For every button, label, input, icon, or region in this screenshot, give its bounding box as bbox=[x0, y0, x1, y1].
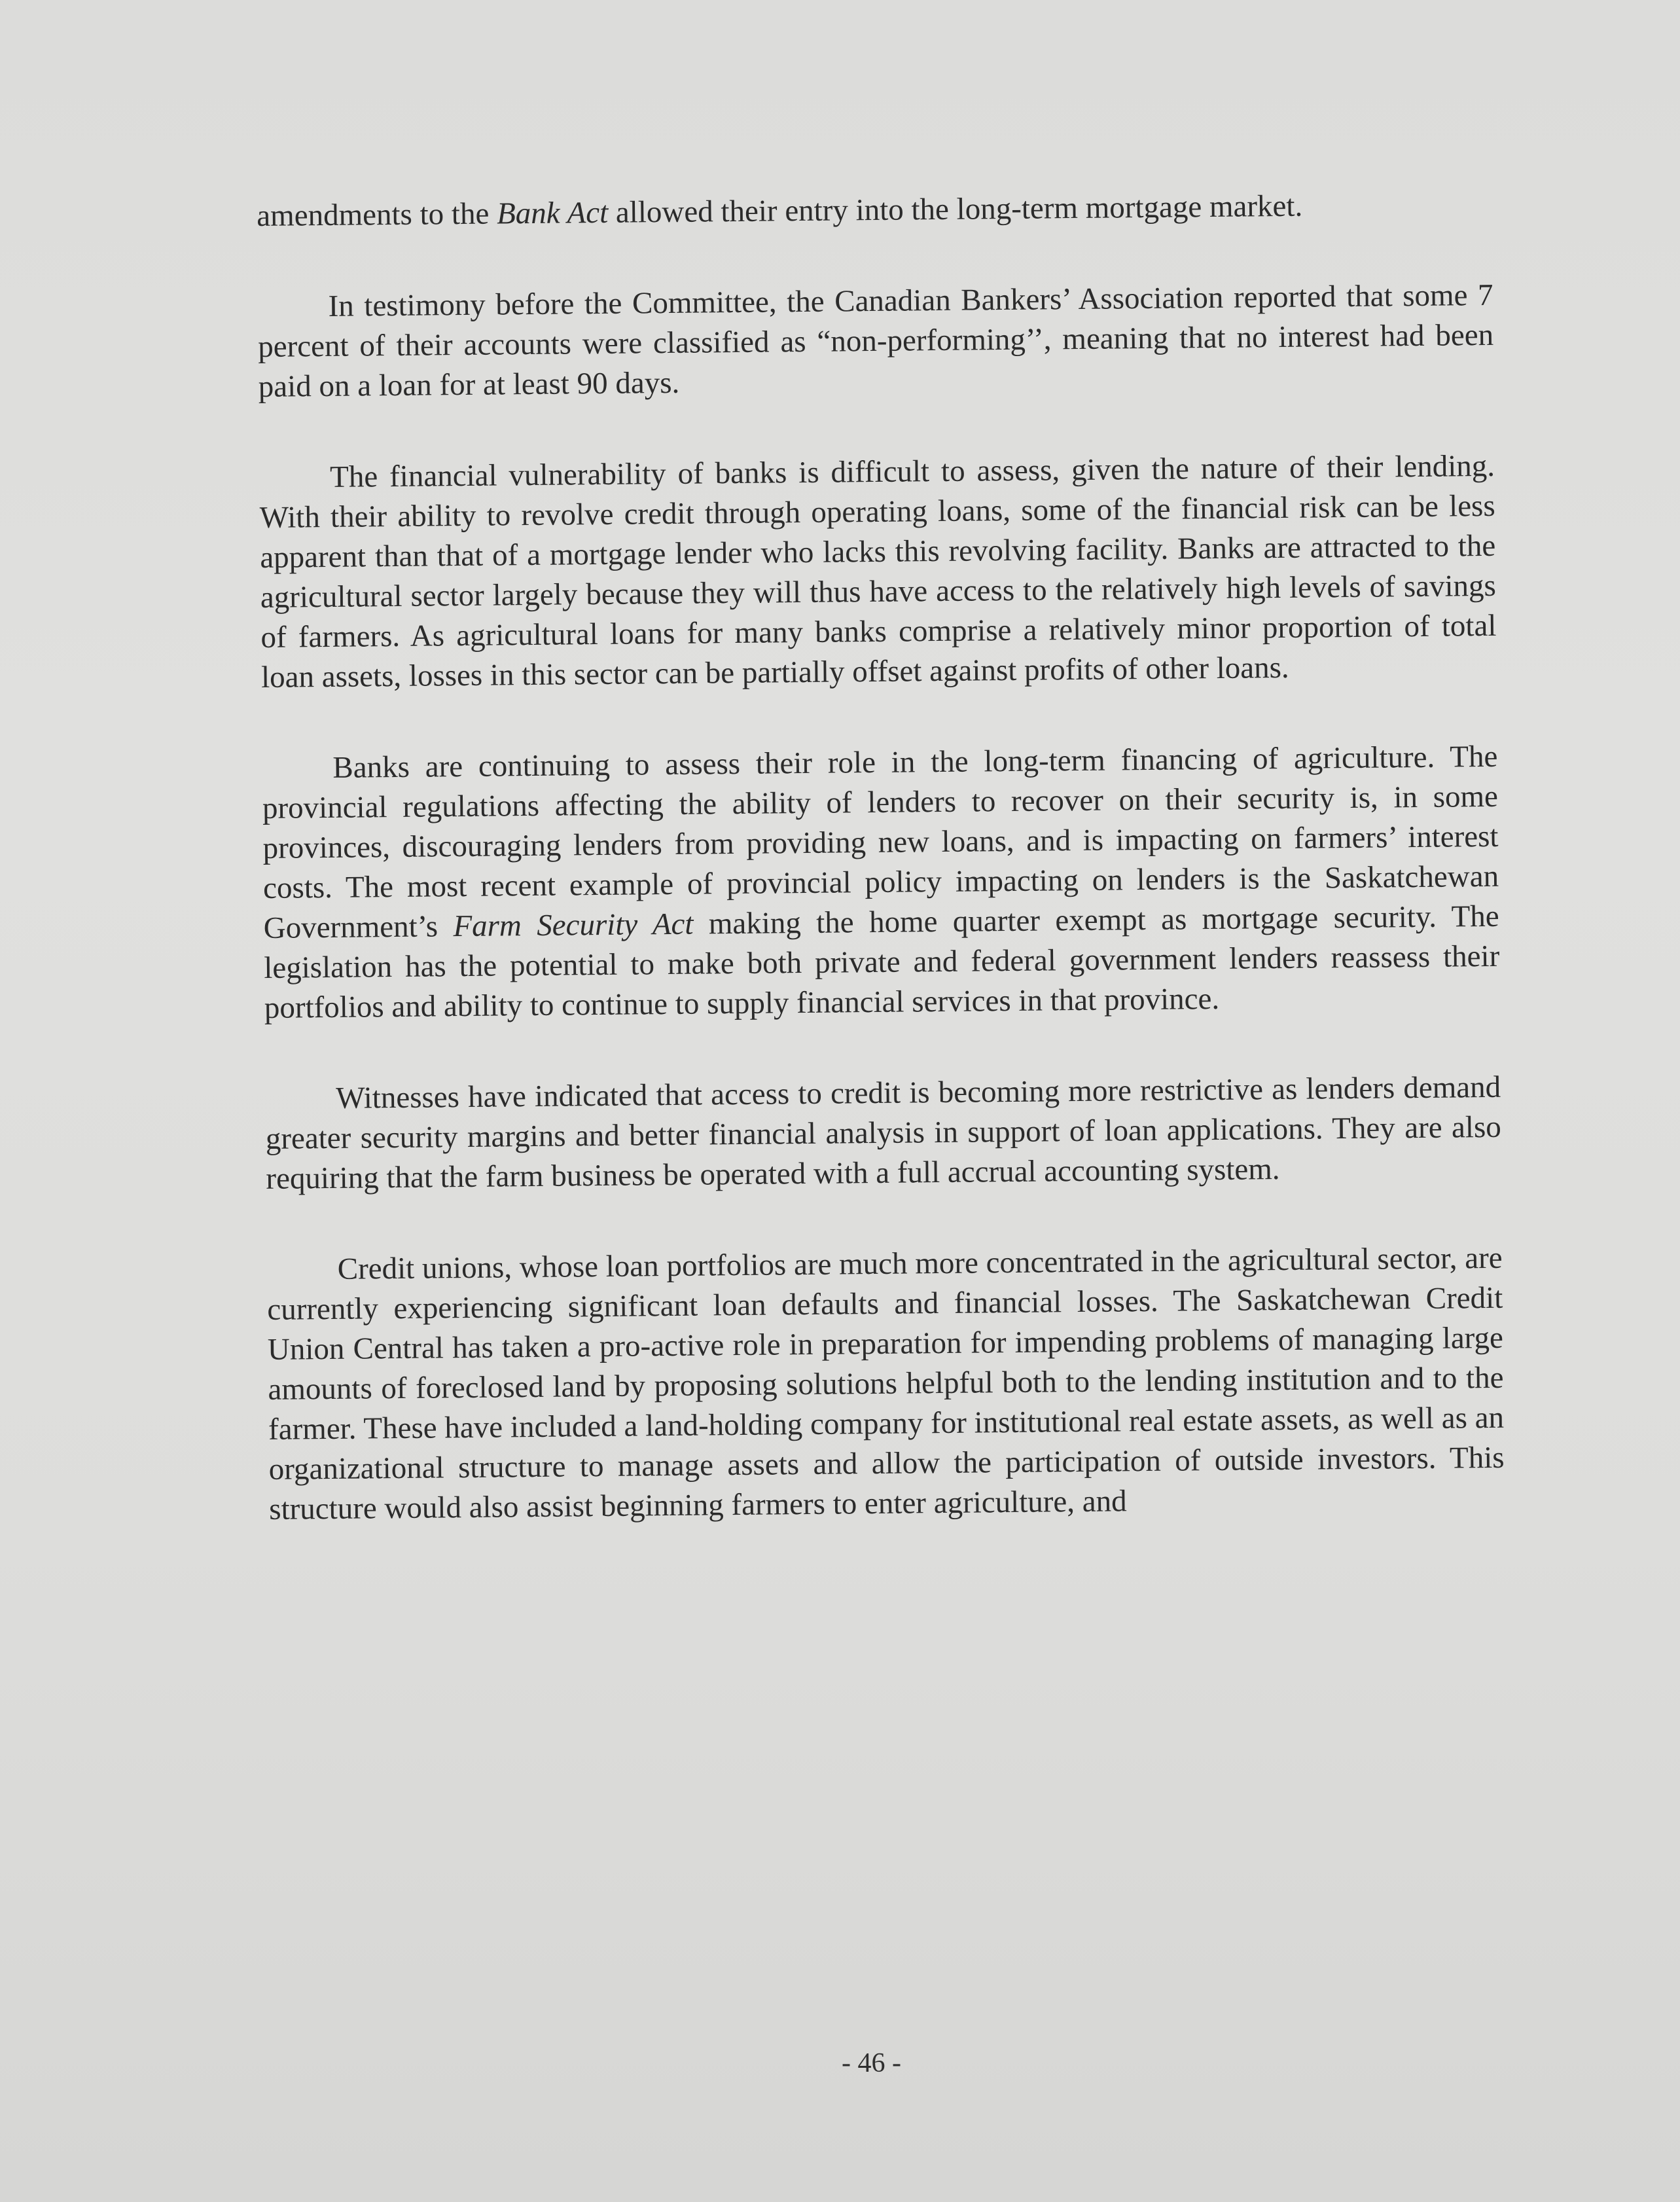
paragraph-1 bbox=[257, 185, 1492, 236]
paragraph-3 bbox=[259, 446, 1497, 698]
paragraph-6 bbox=[266, 1238, 1505, 1530]
page-number: - 46 - bbox=[842, 2048, 901, 2078]
text-run: In testimony before the Committee, the Canadian Bankers’ Association reported that some 7 percent of their accounts were classified as “non-performing’’, meaning that no interest had been paid on a loan for at least 90 days. bbox=[257, 278, 1494, 404]
text-run: Witnesses have indicated that access to credit is becoming more restrictive as lenders demand greater security margins and better financial analysis in support of loan applications. They are also requiring that the farm business be operated with a full accrual accounting system. bbox=[265, 1070, 1501, 1196]
text-run: The financial vulnerability of banks is difficult to assess, given the nature of their lending. With their ability to revolve credit through operating loans, some of the financial risk can be less apparent than that of a mortgage lender who lacks this revolving facility. Banks are attracted to the agricultural sector largely because they will thus have access to the relatively high levels of savings of farmers. As agricultural loans for many banks comprise a relatively minor proportion of total loan assets, losses in this sector can be partially offset against profits of other loans. bbox=[259, 448, 1497, 695]
text-run: allowed their entry into the long-term mortgage market. bbox=[607, 189, 1303, 230]
body-text bbox=[257, 185, 1505, 1530]
text-run: Credit unions, whose loan portfolios are much more concentrated in the agricultural sector, are currently experiencing significant loan defaults and financial losses. The Saskatchewan Credit Union Central has taken a pro-active role in preparation for impending problems of managing large amounts of foreclosed land by proposing solutions helpful both to the lending institution and to the farmer. These have included a land-holding company for institutional real estate assets, as well as an organizational structure to manage assets and allow the participation of outside investors. This structure would also assist beginning farmers to enter agriculture, and bbox=[267, 1240, 1505, 1526]
text-run: Banks are continuing to assess their role in the long-term financing of agriculture. The provincial regulations affecting the ability of lenders to recover on their security is, in some provinces, discouraging lenders from providing new loans, and is impacting on farmers’ interest costs. The most recent example of provincial policy impacting on lenders is the Saskatchewan Government’s bbox=[262, 739, 1499, 945]
text-run: making the home quarter exempt as mortgage security. The legislation has the potential to make both private and federal government lenders reassess their portfolios and ability to continue to supply financial services in that province. bbox=[264, 899, 1500, 1025]
paragraph-5 bbox=[265, 1068, 1502, 1199]
paragraph-4 bbox=[262, 737, 1500, 1028]
text-run: amendments to the bbox=[257, 196, 497, 233]
italic-act-title: Farm Security Act bbox=[453, 907, 694, 944]
paragraph-2 bbox=[257, 276, 1494, 407]
italic-act-title: Bank Act bbox=[496, 195, 609, 231]
